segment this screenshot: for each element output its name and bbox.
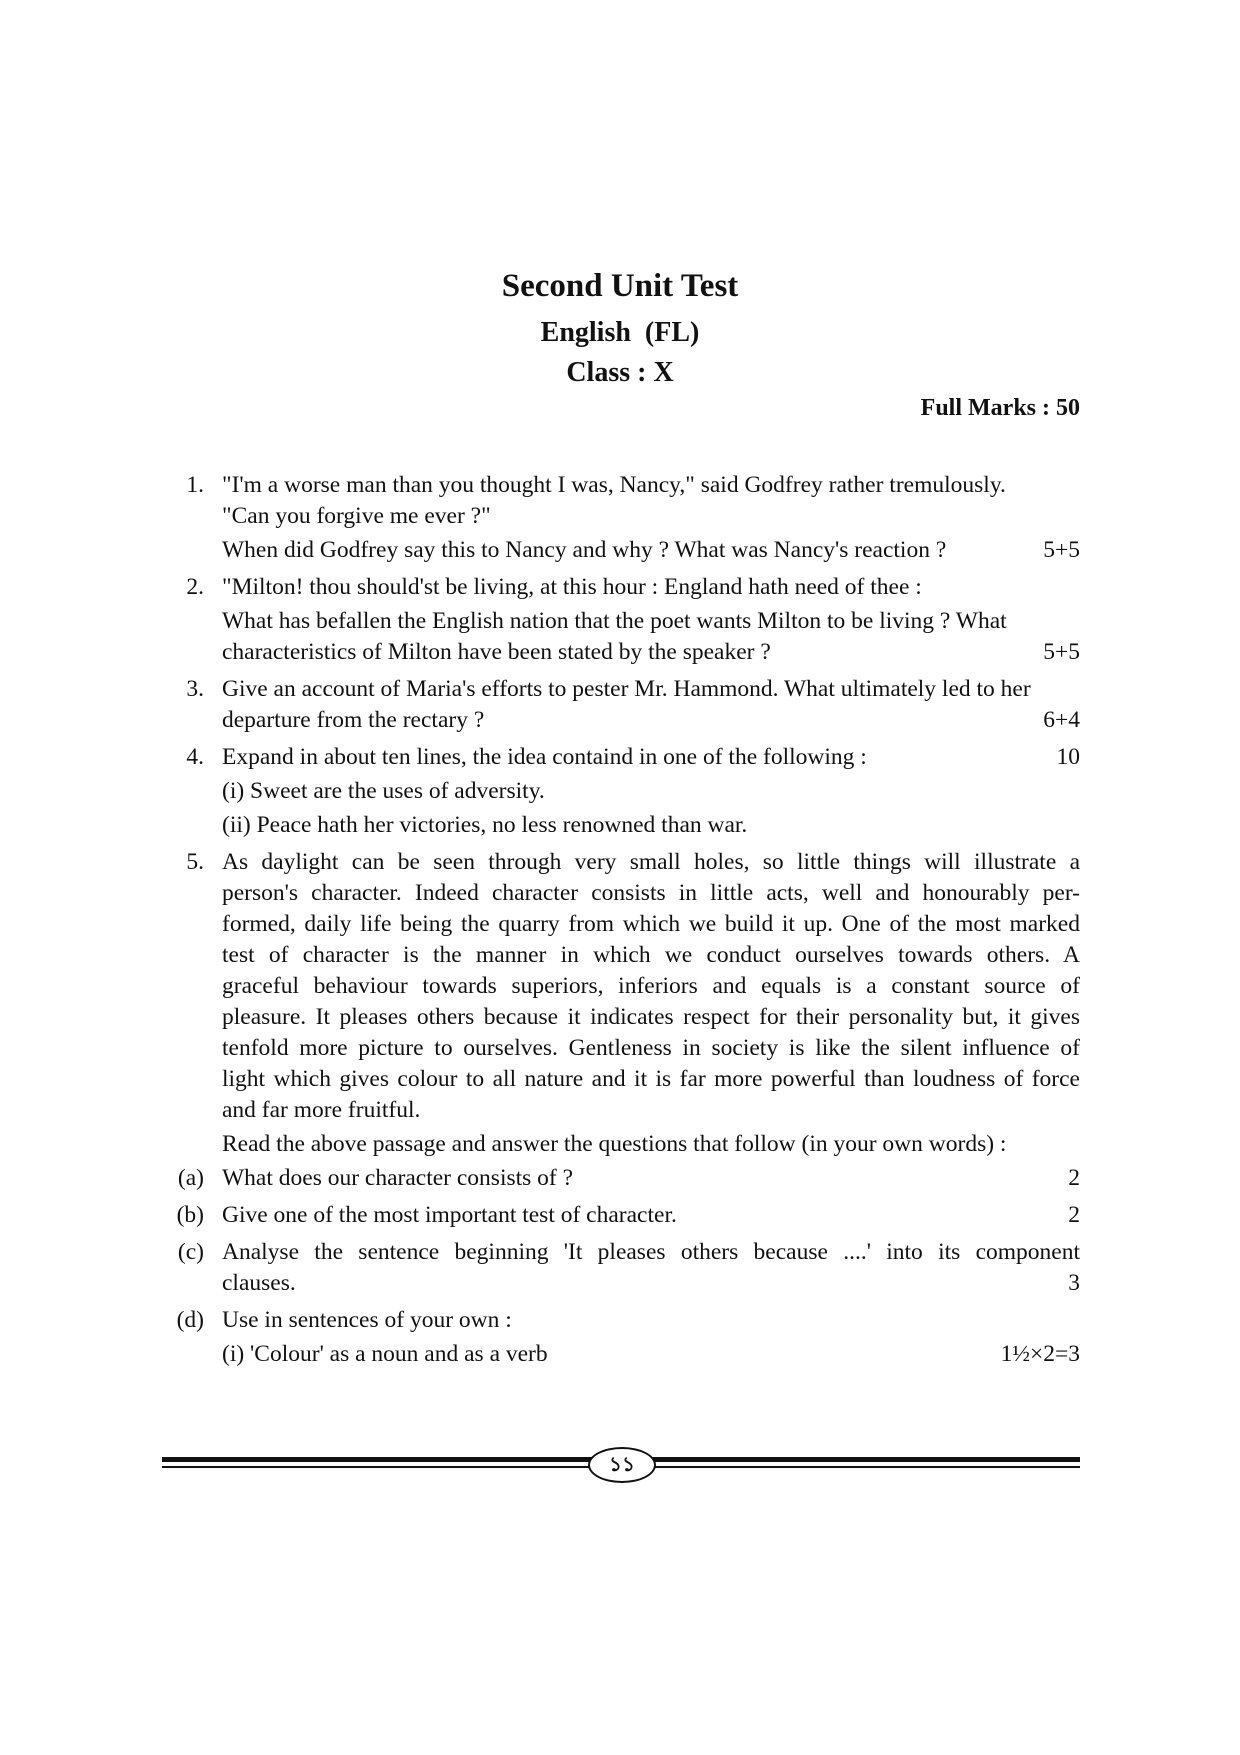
question-row: [222, 742, 1080, 773]
question-1: [160, 470, 1080, 566]
marks: 2: [1068, 1202, 1080, 1228]
question-text: When did Godfrey say this to Nancy and why ? What was Nancy's reaction ?: [222, 537, 947, 563]
page-number: ১১: [588, 1447, 656, 1483]
question-number: 5.: [186, 849, 204, 875]
question-row: [222, 1339, 1080, 1370]
question-text: "Can you forgive me ever ?": [222, 503, 491, 529]
passage: [222, 847, 1080, 1126]
passage-line: and far more fruitful.: [222, 1097, 421, 1123]
subquestion-text: (i) 'Colour' as a noun and as a verb: [222, 1341, 548, 1367]
marks: 1½×2=3: [1000, 1341, 1080, 1367]
subquestion-text: Use in sentences of your own :: [222, 1307, 512, 1333]
full-marks: Full Marks : 50: [920, 395, 1080, 421]
passage-line: graceful behaviour towards superiors, inferiors and equals is a constant source of: [222, 973, 1080, 999]
question-row: [222, 1163, 1080, 1194]
subject-heading: English (FL): [540, 317, 700, 348]
marks: 6+4: [1043, 707, 1080, 733]
subquestion-a: [160, 1163, 1080, 1194]
question-text: "I'm a worse man than you thought I was, Nancy," said Godfrey rather tremulously.: [222, 472, 1006, 498]
question-number: 4.: [186, 744, 204, 770]
question-list: [160, 470, 1080, 1376]
question-text: "Milton! thou should'st be living, at this hour : England hath need of thee :: [222, 574, 922, 600]
subquestion-d: [160, 1305, 1080, 1370]
marks: 2: [1068, 1165, 1080, 1191]
question-row: [222, 705, 1080, 736]
marks: 3: [1068, 1270, 1080, 1296]
question-3: [160, 674, 1080, 736]
question-2: [160, 572, 1080, 668]
question-text: What has befallen the English nation that the poet wants Milton to be living ? What: [222, 608, 1007, 634]
question-text: departure from the rectary ?: [222, 707, 485, 733]
question-5: [160, 847, 1080, 1160]
question-text: Give an account of Maria's efforts to pester Mr. Hammond. What ultimately led to her: [222, 676, 1031, 702]
subquestion-label: (c): [177, 1239, 204, 1265]
passage-line: tenfold more picture to ourselves. Gentleness in society is like the silent influence of: [222, 1035, 1080, 1061]
question-number: 1.: [186, 472, 204, 498]
subquestion-c: [160, 1237, 1080, 1299]
subquestion-label: (b): [176, 1202, 204, 1228]
option-ii: (ii) Peace hath her victories, no less renowned than war.: [222, 812, 748, 838]
question-number: 3.: [186, 676, 204, 702]
marks: 10: [1056, 744, 1080, 770]
subquestion-text: clauses.: [222, 1270, 296, 1296]
passage-line: formed, daily life being the quarry from which we build it up. One of the most marked: [222, 911, 1080, 937]
page-title: Second Unit Test: [501, 268, 739, 304]
question-text: characteristics of Milton have been stated by the speaker ?: [222, 639, 771, 665]
passage-line: As daylight can be seen through very small holes, so little things will illustrate a: [222, 849, 1080, 875]
subquestion-text: Give one of the most important test of character.: [222, 1202, 677, 1228]
marks: 5+5: [1043, 537, 1080, 563]
passage-line: light which gives colour to all nature and it is far more powerful than loudness of force: [222, 1066, 1080, 1092]
passage-line: person's character. Indeed character consists in little acts, well and honourably per-: [222, 880, 1080, 906]
question-row: [222, 1268, 1080, 1299]
subquestion-label: (d): [176, 1307, 204, 1333]
question-row: [222, 637, 1080, 668]
passage-line: test of character is the manner in which we conduct ourselves towards others. A: [222, 942, 1080, 968]
option-i: (i) Sweet are the uses of adversity.: [222, 778, 545, 804]
subquestion-b: [160, 1200, 1080, 1231]
subquestion-text: What does our character consists of ?: [222, 1165, 574, 1191]
subquestion-text: Analyse the sentence beginning 'It pleases others because ....' into its component: [222, 1239, 1080, 1265]
question-text: Expand in about ten lines, the idea containd in one of the following :: [222, 744, 867, 770]
passage-line: pleasure. It pleases others because it indicates respect for their personality but, it gives: [222, 1004, 1080, 1030]
subquestion-label: (a): [177, 1165, 204, 1191]
question-number: 2.: [186, 574, 204, 600]
instruction: Read the above passage and answer the questions that follow (in your own words) :: [222, 1131, 1007, 1157]
marks: 5+5: [1043, 639, 1080, 665]
question-4: [160, 742, 1080, 841]
question-row: [222, 535, 1080, 566]
question-row: [222, 1200, 1080, 1231]
class-heading: Class : X: [566, 357, 674, 388]
